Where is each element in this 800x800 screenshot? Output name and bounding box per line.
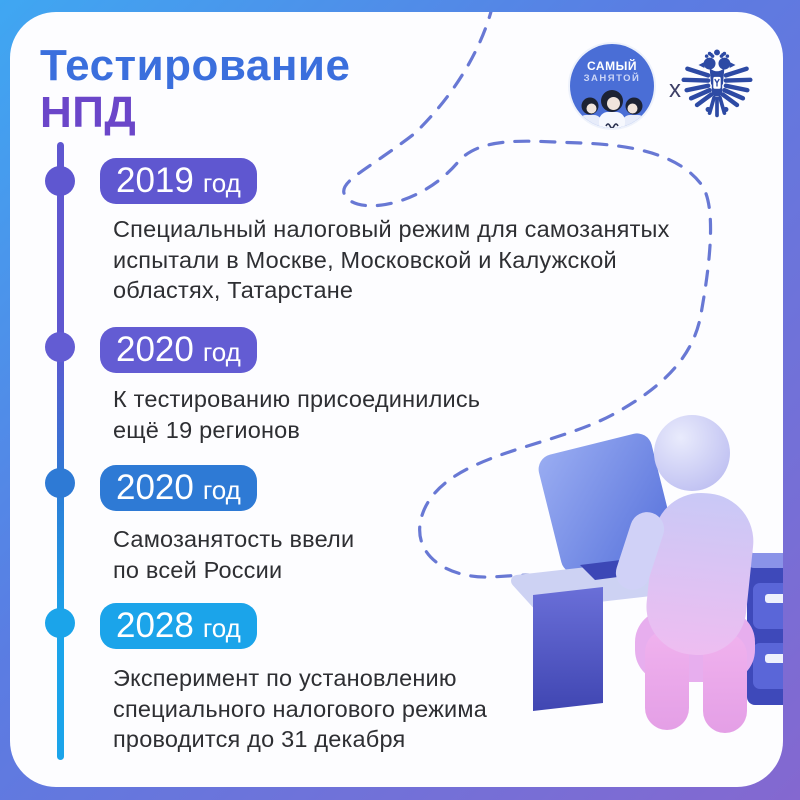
timeline-dot-2028 xyxy=(45,608,75,638)
people-icon xyxy=(570,88,654,128)
year-badge-2028 xyxy=(100,603,257,649)
logo-text-line1: САМЫЙ xyxy=(587,59,637,73)
text-line: Самозанятость ввели xyxy=(113,526,355,552)
year-badge-2020a xyxy=(100,327,257,373)
logo-text-line2: ЗАНЯТОЙ xyxy=(583,73,641,84)
samy-zanyatoy-logo xyxy=(570,44,654,128)
text-line: Специальный налоговый режим для самозанятых xyxy=(113,216,670,242)
text-line: испытали в Москве, Московской и Калужской xyxy=(113,246,617,273)
ministry-eagle-emblem-icon xyxy=(680,40,754,130)
badge-year-text: 2020 xyxy=(116,468,194,507)
title-line2: НПД xyxy=(40,88,137,137)
badge-suffix-text: год xyxy=(202,168,241,198)
timeline-entry-text xyxy=(113,663,487,755)
timeline-line xyxy=(57,142,64,760)
infographic-card xyxy=(10,12,783,787)
badge-suffix-text: год xyxy=(202,613,241,643)
text-line: по всей России xyxy=(113,556,283,583)
text-line: областях, Татарстане xyxy=(113,277,354,303)
timeline-dot-2020a xyxy=(45,332,75,362)
title-line1: Тестирование xyxy=(40,41,351,90)
timeline-dot-2020b xyxy=(45,468,75,498)
year-badge-2020b xyxy=(100,465,257,511)
timeline-entry-text xyxy=(113,524,354,585)
timeline-entry-text xyxy=(113,384,480,445)
timeline-dot-2019 xyxy=(45,166,75,196)
text-line: Эксперимент по установлению xyxy=(113,665,457,691)
page-title xyxy=(40,42,350,136)
badge-suffix-text: год xyxy=(202,475,241,505)
badge-suffix-text: год xyxy=(202,337,241,367)
text-line: специального налогового режима xyxy=(113,695,487,722)
text-line: ещё 19 регионов xyxy=(113,416,301,443)
text-line: проводится до 31 декабря xyxy=(113,726,406,752)
timeline-entry-text xyxy=(113,214,670,306)
badge-year-text: 2020 xyxy=(116,330,194,369)
badge-year-text: 2019 xyxy=(116,161,194,200)
badge-year-text: 2028 xyxy=(116,606,194,645)
year-badge-2019 xyxy=(100,158,257,204)
text-line: К тестированию присоединились xyxy=(113,386,481,412)
collab-x-separator: x xyxy=(669,76,681,103)
person-at-desk-illustration xyxy=(495,405,783,735)
